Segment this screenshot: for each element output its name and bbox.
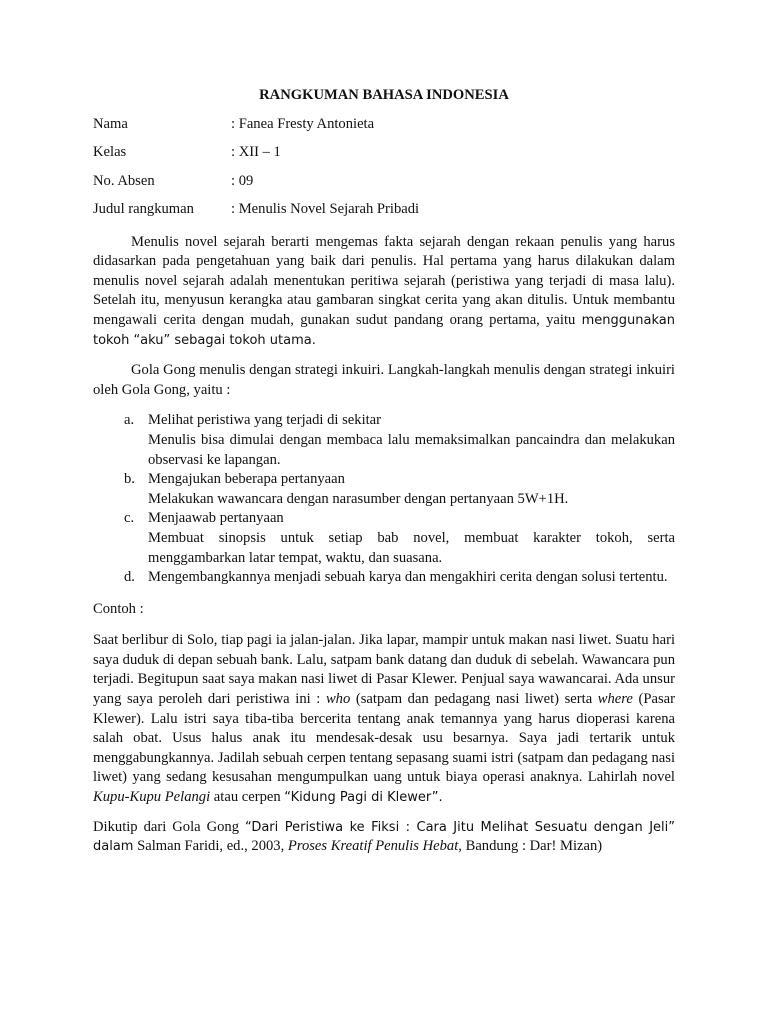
step-body [148, 411, 675, 470]
info-row-absen [93, 172, 675, 201]
intro-paragraph-tail: menggunakan tokoh “aku” sebagai tokoh utama. [93, 312, 675, 348]
info-label: No. Absen [93, 172, 155, 189]
info-value: : 09 [231, 172, 254, 189]
novel-title: Kupu-Kupu Pelangi [93, 789, 211, 806]
info-value: : XII – 1 [231, 144, 281, 161]
citation-quote: “Dari Peristiwa ke Fiksi : Cara Jitu Melihat Sesuatu dengan Jeli” dalam [93, 819, 675, 855]
step-body [148, 509, 675, 568]
example-text: atau cerpen [210, 789, 285, 806]
step-desc: Menulis bisa dimulai dengan membaca lalu memaksimalkan pancaindra dan melakukan observasi ke lapangan. [148, 431, 675, 468]
step-title: Mengajukan beberapa pertanyaan [148, 471, 345, 488]
example-who: who [325, 691, 351, 708]
info-row-nama [93, 115, 675, 144]
list-item [93, 568, 675, 588]
step-desc: Melakukan wawancara dengan narasumber dengan pertanyaan 5W+1H. [148, 490, 569, 507]
document-title: RANGKUMAN BAHASA INDONESIA [259, 87, 509, 103]
example-heading: Contoh : [93, 600, 144, 617]
cerpen-title: “Kidung Pagi di Klewer”. [284, 790, 443, 806]
step-body [148, 568, 675, 588]
info-label: Nama [93, 115, 128, 132]
citation-text: , Bandung : Dar! Mizan) [458, 838, 603, 855]
step-letter: d. [124, 569, 135, 586]
step-letter: c. [124, 510, 135, 527]
info-label: Judul rangkuman [93, 201, 194, 218]
strategy-paragraph: Gola Gong menulis dengan strategi inkuiri. Langkah-langkah menulis dengan strategi inkuiri oleh Gola Gong, yaitu : [93, 362, 675, 398]
example-text: (satpam dan pedagang nasi liwet) serta [350, 691, 598, 708]
example-paragraph [93, 631, 675, 807]
step-letter: a. [124, 412, 135, 429]
step-title: Mengembangkannya menjadi sebuah karya dan mengakhiri cerita dengan solusi tertentu. [148, 569, 668, 586]
citation-book-title: Proses Kreatif Penulis Hebat [287, 838, 459, 855]
example-where: where [597, 691, 633, 708]
example-text: (Pasar Klewer). Lalu istri saya tiba-tiba bercerita tentang anak temannya yang harus dioperasi karena salah obat. Usus halus anak itu mendesak-desak usu besarnya. Saya jadi tertarik untuk menggabungkannya. Jadilah sebuah cerpen tentang sepasang suami istri (satpam dan pedagang nasi liwet) yang sedang kesusahan mengumpulkan uang untuk biaya operasi anaknya. Lahirlah novel [93, 691, 675, 786]
info-row-kelas [93, 143, 675, 172]
citation-text: Salman Faridi, ed., 2003, [133, 838, 288, 855]
list-item [93, 411, 675, 470]
intro-paragraph-text: Menulis novel sejarah berarti mengemas fakta sejarah dengan rekaan penulis yang harus didasarkan pada pengetahuan yang baik dari penulis. Hal pertama yang harus dilakukan dalam menulis novel sejarah adalah menentukan peritiwa sejarah (peristiwa yang terjadi di masa lalu). Setelah itu, menyusun kerangka atau gambaran singkat cerita yang akan ditulis. Untuk membantu mengawali cerita dengan mudah, gunakan sudut pandang orang pertama, yaitu [93, 233, 675, 328]
step-title: Menjaawab pertanyaan [148, 510, 284, 527]
list-item [93, 509, 675, 568]
citation-text: Dikutip dari Gola Gong [93, 818, 245, 835]
info-label: Kelas [93, 144, 127, 161]
example-text: Saat berlibur di Solo, tiap pagi ia jalan-jalan. Jika lapar, mampir untuk makan nasi liwet. Suatu hari saya duduk di depan sebuah bank. Lalu, satpam bank datang dan duduk di sebelah. Wawancara pun terjadi. Begitupun saat saya makan nasi liwet di Pasar Klewer. Penjual saya wawancarai. Ada unsur yang saya peroleh dari peristiwa ini : [93, 632, 675, 708]
step-desc: Membuat sinopsis untuk setiap bab novel, membuat karakter tokoh, serta menggambarkan latar tempat, waktu, dan suasana. [148, 529, 675, 566]
info-block [93, 115, 675, 229]
info-row-judul [93, 200, 675, 229]
step-letter: b. [124, 471, 135, 488]
info-value: : Menulis Novel Sejarah Pribadi [231, 201, 420, 218]
step-body [148, 470, 675, 509]
list-item [93, 470, 675, 509]
steps-list [93, 411, 675, 587]
step-title: Melihat peristiwa yang terjadi di sekitar [148, 412, 382, 429]
citation-paragraph [93, 818, 675, 857]
intro-paragraph [93, 233, 675, 351]
info-value: : Fanea Fresty Antonieta [231, 115, 375, 132]
